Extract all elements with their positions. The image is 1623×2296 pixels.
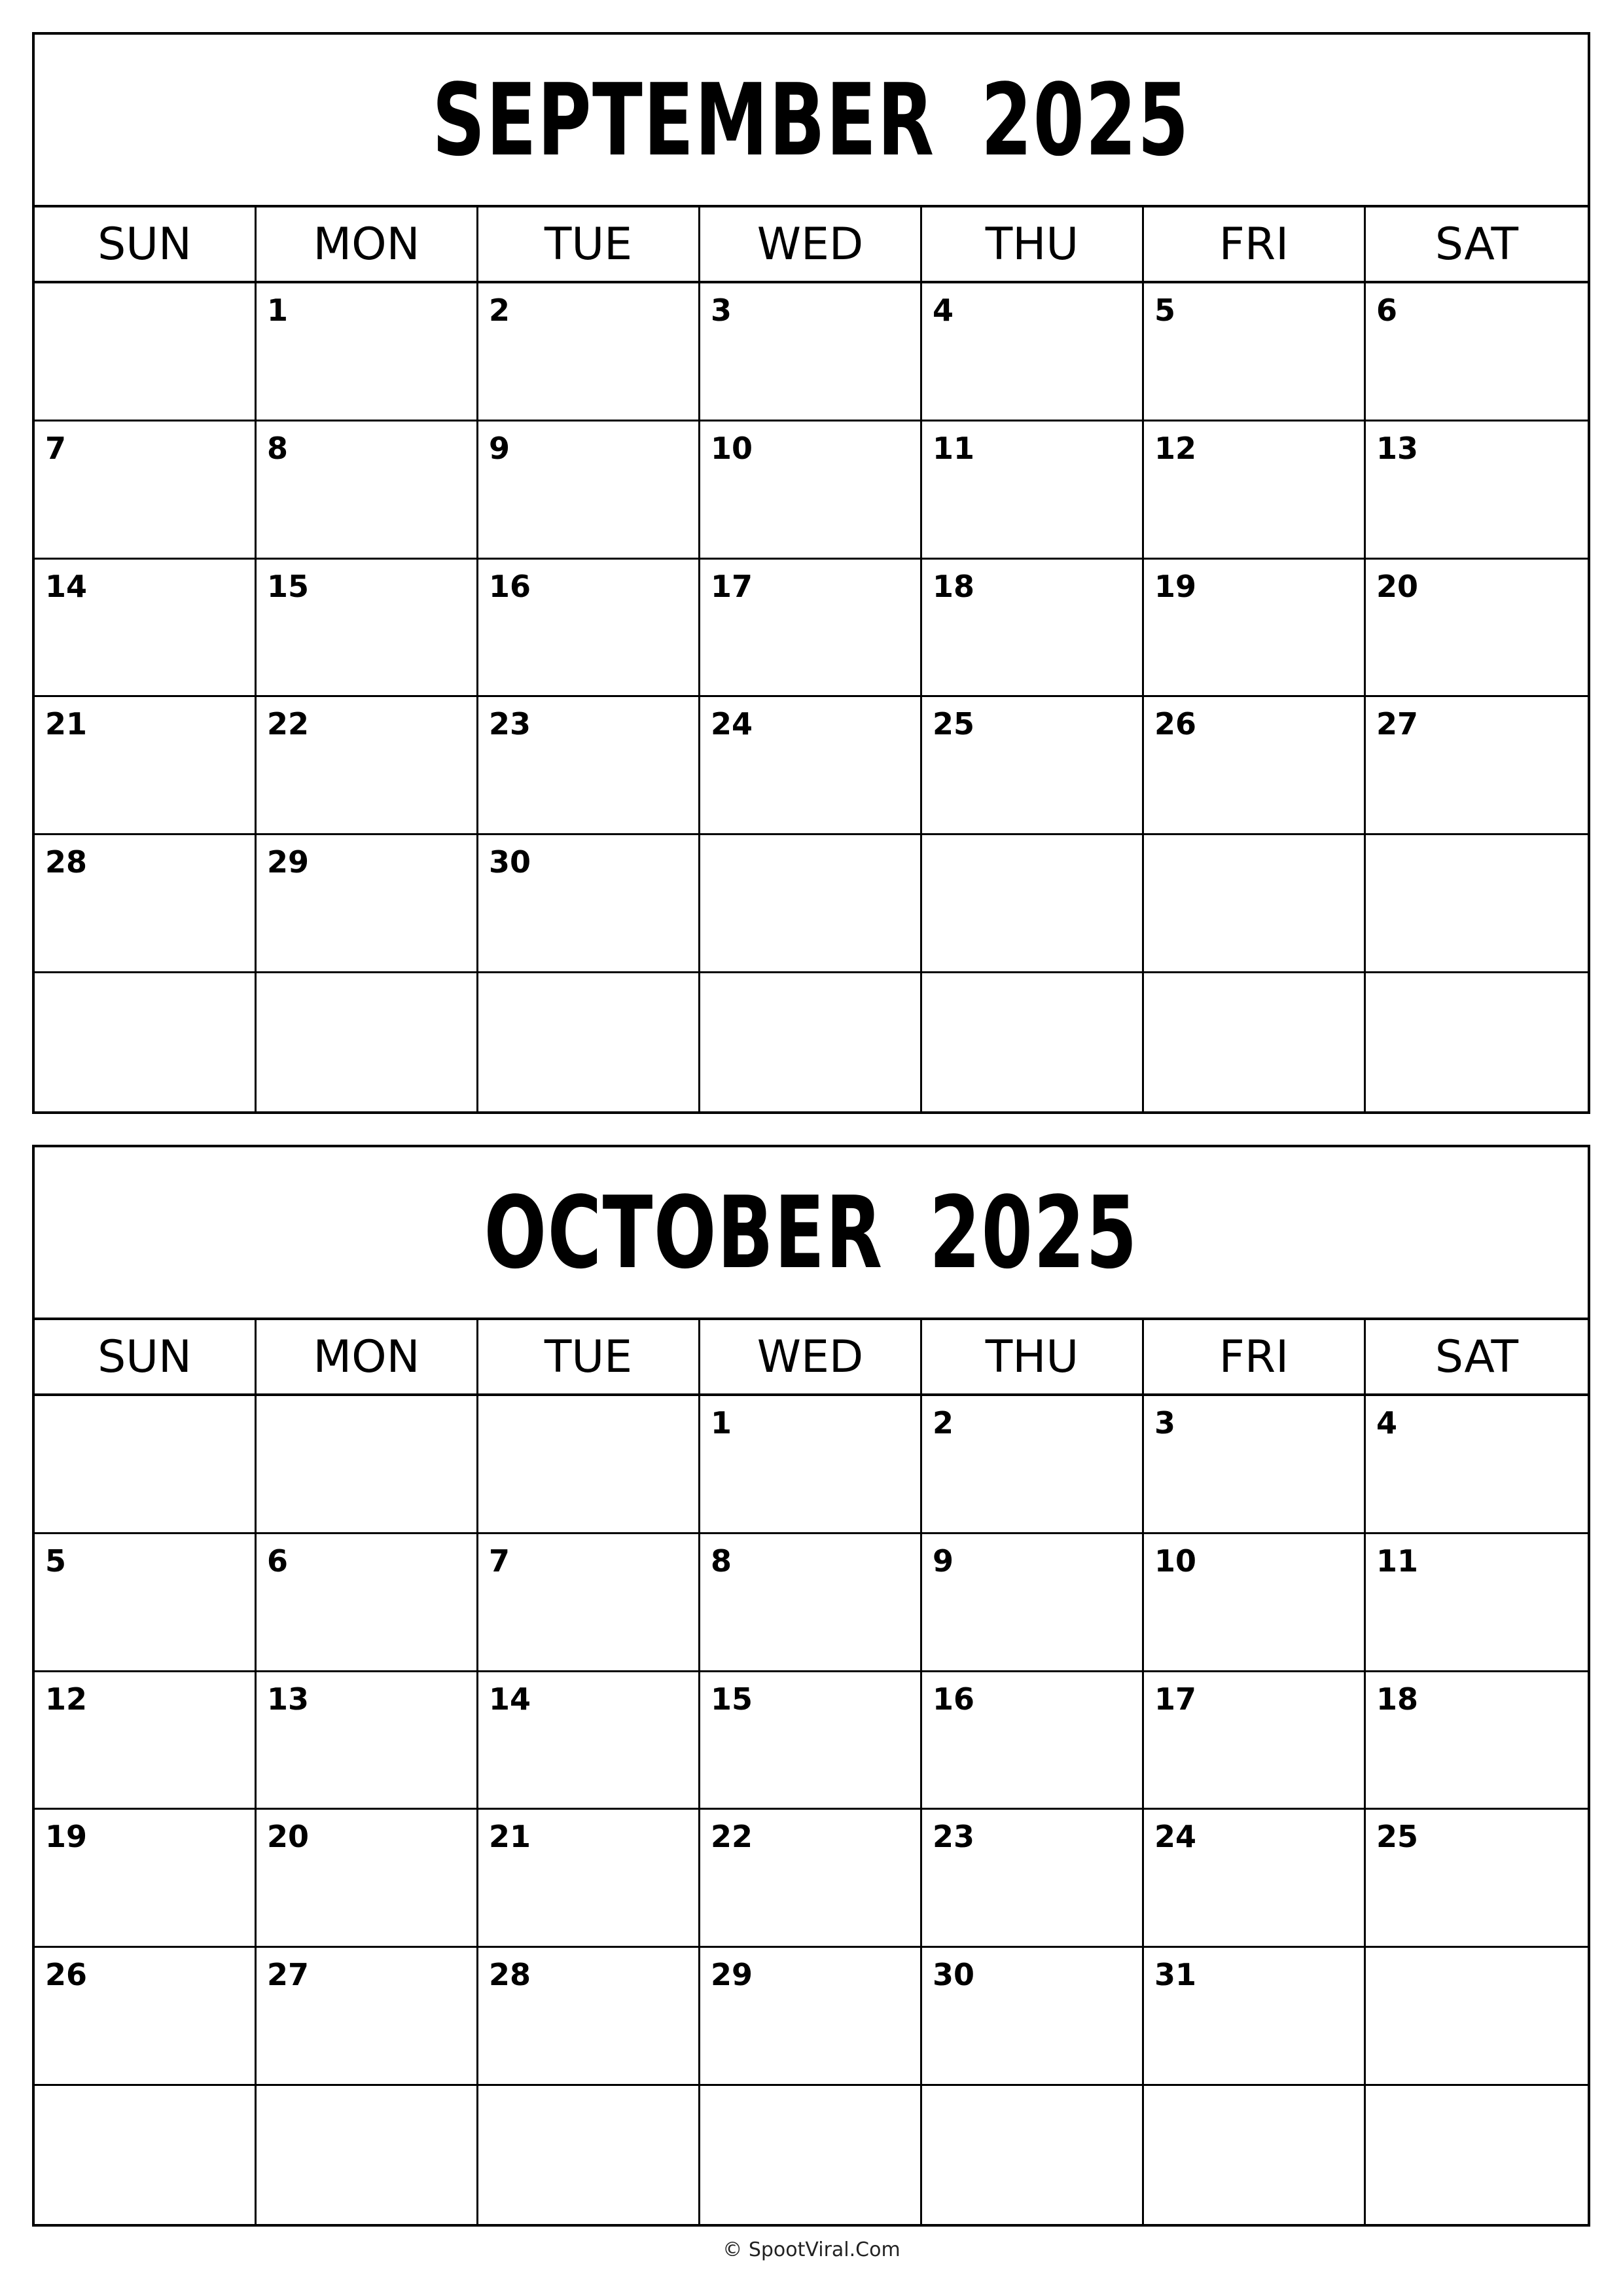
weekday-label-tue: TUE [478,207,700,281]
day-cell [35,697,257,835]
day-number: 22 [711,1819,753,1855]
weekday-label-wed: WED [700,207,922,281]
day-cell [35,283,257,422]
day-number: 26 [45,1957,88,1993]
day-number: 27 [1376,706,1419,742]
weekday-label-tue: TUE [478,1320,700,1393]
weekday-label-thu: THU [922,207,1144,281]
day-number: 30 [933,1957,975,1993]
month-title-text: OCTOBER 2025 [484,1174,1139,1291]
day-number: 17 [711,568,753,604]
day-cell [700,1810,922,1948]
day-cell [1366,1534,1588,1672]
day-number: 10 [711,430,753,466]
day-number: 6 [1376,293,1398,328]
day-cell [1366,2086,1588,2224]
day-number: 31 [1154,1957,1197,1993]
day-cell [35,1396,257,1534]
day-number: 28 [45,844,88,880]
day-number: 24 [1154,1819,1197,1855]
day-number: 16 [489,568,531,604]
weekday-label-fri: FRI [1144,207,1366,281]
day-cell [257,1948,478,2086]
day-cell [700,973,922,1111]
day-cell [922,1672,1144,1810]
footer-credit: © SpootViral.Com [722,2238,901,2261]
day-cell [257,835,478,973]
day-cell [700,835,922,973]
day-cell [1144,1534,1366,1672]
day-cell [700,1534,922,1672]
day-cell [478,1948,700,2086]
weekday-label-mon: MON [257,1320,478,1393]
day-cell [922,1810,1144,1948]
day-cell [257,1534,478,1672]
day-cell [922,697,1144,835]
day-cell [35,1672,257,1810]
day-cell [1144,1948,1366,2086]
day-number: 23 [933,1819,975,1855]
day-cell [35,2086,257,2224]
day-number: 14 [45,568,88,604]
day-number: 8 [711,1543,732,1579]
day-cell [1144,1672,1366,1810]
day-cell [922,422,1144,560]
day-cell [1144,422,1366,560]
day-number: 5 [1154,293,1176,328]
day-number: 9 [933,1543,954,1579]
day-cell [922,835,1144,973]
day-number: 18 [1376,1681,1419,1717]
day-number: 3 [1154,1405,1176,1441]
day-cell [700,422,922,560]
day-number: 25 [1376,1819,1419,1855]
day-cell [257,1810,478,1948]
day-number: 30 [489,844,531,880]
day-cell [922,973,1144,1111]
days-grid [35,1396,1588,2224]
day-number: 1 [711,1405,732,1441]
month-title [35,35,1588,207]
day-cell [1366,697,1588,835]
day-cell [700,560,922,698]
day-number: 16 [933,1681,975,1717]
day-cell [478,697,700,835]
day-number: 9 [489,430,510,466]
day-cell [1144,2086,1366,2224]
day-cell [1366,1948,1588,2086]
day-cell [257,2086,478,2224]
day-cell [1144,1396,1366,1534]
day-cell [1144,697,1366,835]
day-cell [1144,973,1366,1111]
day-number: 2 [489,293,510,328]
day-cell [478,1534,700,1672]
day-cell [478,422,700,560]
day-number: 11 [1376,1543,1419,1579]
day-number: 1 [267,293,289,328]
calendar-september [32,32,1590,1114]
day-number: 6 [267,1543,289,1579]
day-number: 4 [1376,1405,1398,1441]
day-cell [1144,835,1366,973]
day-number: 28 [489,1957,531,1993]
day-cell [1366,283,1588,422]
day-number: 25 [933,706,975,742]
day-cell [700,283,922,422]
day-cell [922,2086,1144,2224]
day-cell [257,283,478,422]
weekday-label-sat: SAT [1435,1331,1519,1383]
day-cell [257,422,478,560]
weekday-label-thu: THU [922,1320,1144,1393]
day-number: 3 [711,293,732,328]
day-cell [922,1534,1144,1672]
weekday-header-row [35,1320,1588,1396]
day-cell [478,1672,700,1810]
day-cell [922,560,1144,698]
day-number: 7 [489,1543,510,1579]
day-number: 11 [933,430,975,466]
day-number: 26 [1154,706,1197,742]
day-cell [478,283,700,422]
day-number: 13 [267,1681,310,1717]
day-number: 27 [267,1957,310,1993]
day-number: 5 [45,1543,67,1579]
day-number: 18 [933,568,975,604]
weekday-label-fri: FRI [1144,1320,1366,1393]
day-number: 22 [267,706,310,742]
day-number: 29 [267,844,310,880]
day-cell [257,1672,478,1810]
weekday-label-sun: SUN [35,207,257,281]
day-cell [1366,835,1588,973]
month-title [35,1147,1588,1320]
day-number: 4 [933,293,954,328]
day-cell [478,1810,700,1948]
day-cell [922,283,1144,422]
day-cell [1366,1396,1588,1534]
day-cell [257,1396,478,1534]
day-cell [257,560,478,698]
day-cell [700,1396,922,1534]
day-cell [922,1948,1144,2086]
day-cell [35,835,257,973]
day-number: 19 [1154,568,1197,604]
day-cell [700,1672,922,1810]
days-grid [35,283,1588,1111]
day-number: 20 [267,1819,310,1855]
day-number: 13 [1376,430,1419,466]
day-number: 24 [711,706,753,742]
weekday-label-sat: SAT [1435,218,1519,270]
day-cell [35,973,257,1111]
day-cell [1366,422,1588,560]
day-cell [1366,1672,1588,1810]
day-cell [1366,973,1588,1111]
day-number: 21 [45,706,88,742]
day-cell [478,2086,700,2224]
day-cell [35,422,257,560]
day-cell [700,1948,922,2086]
day-cell [478,835,700,973]
day-cell [35,1534,257,1672]
day-number: 29 [711,1957,753,1993]
day-number: 19 [45,1819,88,1855]
day-cell [35,1810,257,1948]
day-cell [700,697,922,835]
day-number: 12 [1154,430,1197,466]
day-number: 20 [1376,568,1419,604]
day-cell [478,560,700,698]
weekday-header-row [35,207,1588,283]
day-cell [478,973,700,1111]
day-number: 14 [489,1681,531,1717]
day-cell [1144,560,1366,698]
day-cell [1144,1810,1366,1948]
day-cell [35,1948,257,2086]
day-number: 2 [933,1405,954,1441]
month-title-text: SEPTEMBER 2025 [432,62,1190,178]
weekday-label-sun: SUN [35,1320,257,1393]
day-cell [922,1396,1144,1534]
day-number: 10 [1154,1543,1197,1579]
day-cell [478,1396,700,1534]
day-number: 15 [711,1681,753,1717]
day-cell [257,697,478,835]
day-cell [1366,560,1588,698]
weekday-label-mon: MON [257,207,478,281]
day-number: 15 [267,568,310,604]
day-number: 8 [267,430,289,466]
day-number: 7 [45,430,67,466]
day-cell [257,973,478,1111]
day-cell [1366,1810,1588,1948]
day-cell [700,2086,922,2224]
day-number: 21 [489,1819,531,1855]
day-number: 12 [45,1681,88,1717]
weekday-label-wed: WED [700,1320,922,1393]
day-number: 17 [1154,1681,1197,1717]
day-number: 23 [489,706,531,742]
calendar-october [32,1145,1590,2227]
day-cell [1144,283,1366,422]
day-cell [35,560,257,698]
